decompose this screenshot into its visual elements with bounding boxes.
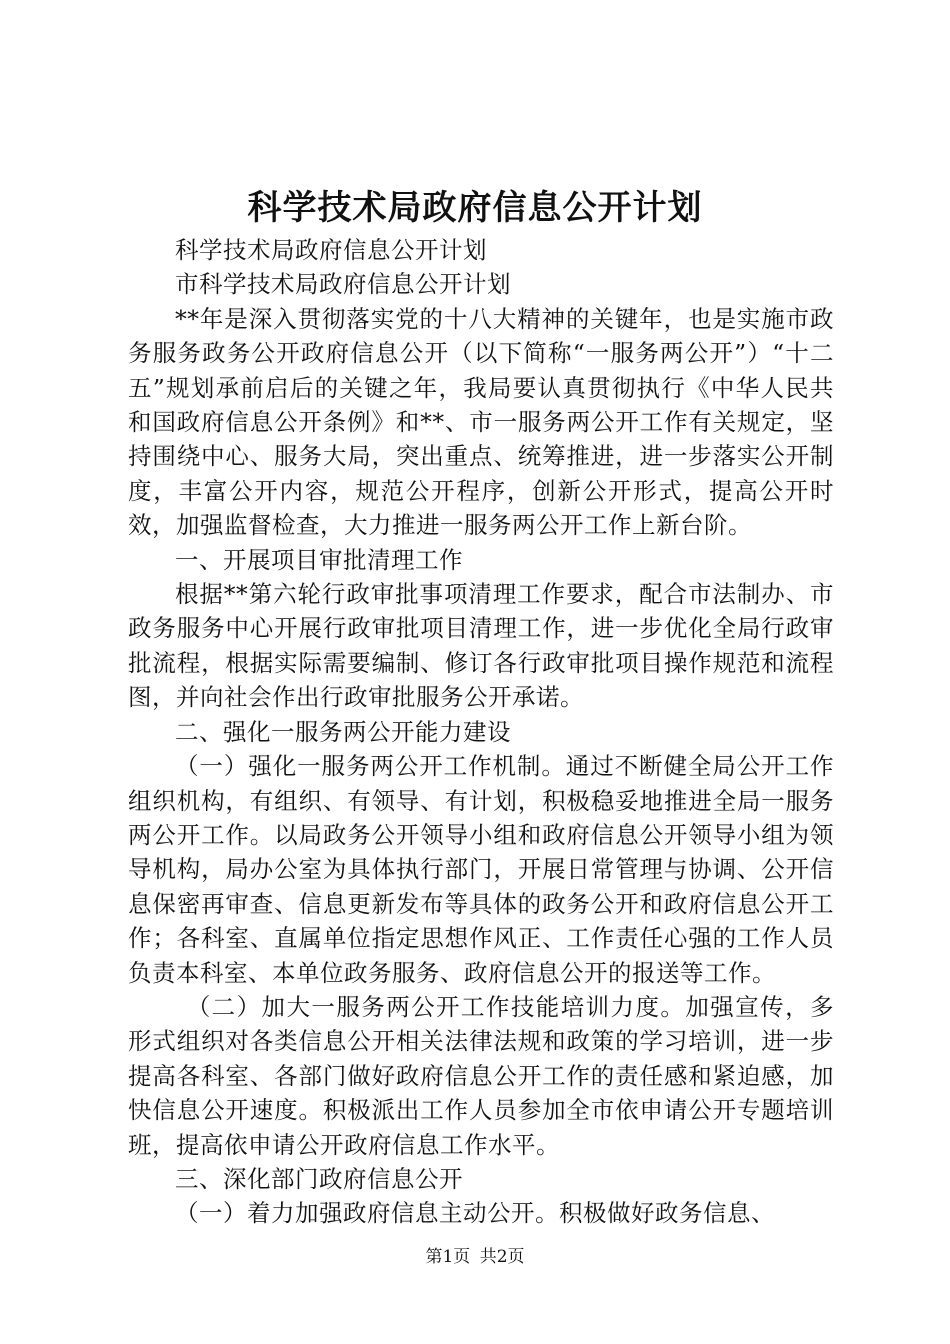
paragraph-intro: **年是深入贯彻落实党的十八大精神的关键年，也是实施市政务服务政务公开政府信息公开（以下简称“一服务两公开”）“十二五”规划承前启后的关键之年，我局要认真贯彻执行《中华人民共和国政府信息公开条例》和**、市一服务两公开工作有关规定，坚持围绕中心、服务大局，突出重点、统筹推进，进一步落实公开制度，丰富公开内容，规范公开程序，创新公开形式，提高公开时效，加强监督检查，大力推进一服务两公开工作上新台阶。 (128, 304, 834, 540)
paragraph-section-2-1: （一）强化一服务两公开工作机制。通过不断健全局公开工作组织机构，有组织、有领导、有计划，积极稳妥地推进全局一服务两公开工作。以局政务公开领导小组和政府信息公开领导小组为领导机构，局办公室为具体执行部门，开展日常管理与协调、公开信息保密再审查、信息更新发布等具体的政务公开和政府信息公开工作；各科室、直属单位指定思想作风正、工作责任心强的工作人员负责本科室、本单位政务服务、政府信息公开的报送等工作。 (128, 752, 834, 987)
paragraph-section-3-1: （一）着力加强政府信息主动公开。积极做好政务信息、 (175, 1199, 775, 1228)
section-heading-3: 三、深化部门政府信息公开 (175, 1164, 463, 1193)
document-title: 科学技术局政府信息公开计划 (247, 188, 703, 228)
page-number: 第1页 (425, 1247, 471, 1267)
section-heading-1: 一、开展项目审批清理工作 (175, 545, 463, 574)
section-heading-2: 二、强化一服务两公开能力建设 (175, 717, 511, 746)
page-footer (0, 1245, 950, 1269)
document-body (128, 233, 834, 1231)
page-total: 共2页 (479, 1247, 525, 1267)
paragraph-section-2-2: （二）加大一服务两公开工作技能培训力度。加强宣传，多形式组织对各类信息公开相关法律法规和政策的学习培训，进一步提高各科室、各部门做好政府信息公开工作的责任感和紧迫感，加快信息公开速度。积极派出工作人员参加全市依申请公开专题培训班，提高依申请公开政府信息工作水平。 (128, 992, 834, 1159)
paragraph-section-1: 根据**第六轮行政审批事项清理工作要求，配合市法制办、市政务服务中心开展行政审批项目清理工作，进一步优化全局行政审批流程，根据实际需要编制、修订各行政审批项目操作规范和流程图，并向社会作出行政审批服务公开承诺。 (128, 580, 834, 712)
paragraph-subtitle-city: 市科学技术局政府信息公开计划 (175, 270, 511, 299)
paragraph-subtitle: 科学技术局政府信息公开计划 (175, 236, 487, 264)
